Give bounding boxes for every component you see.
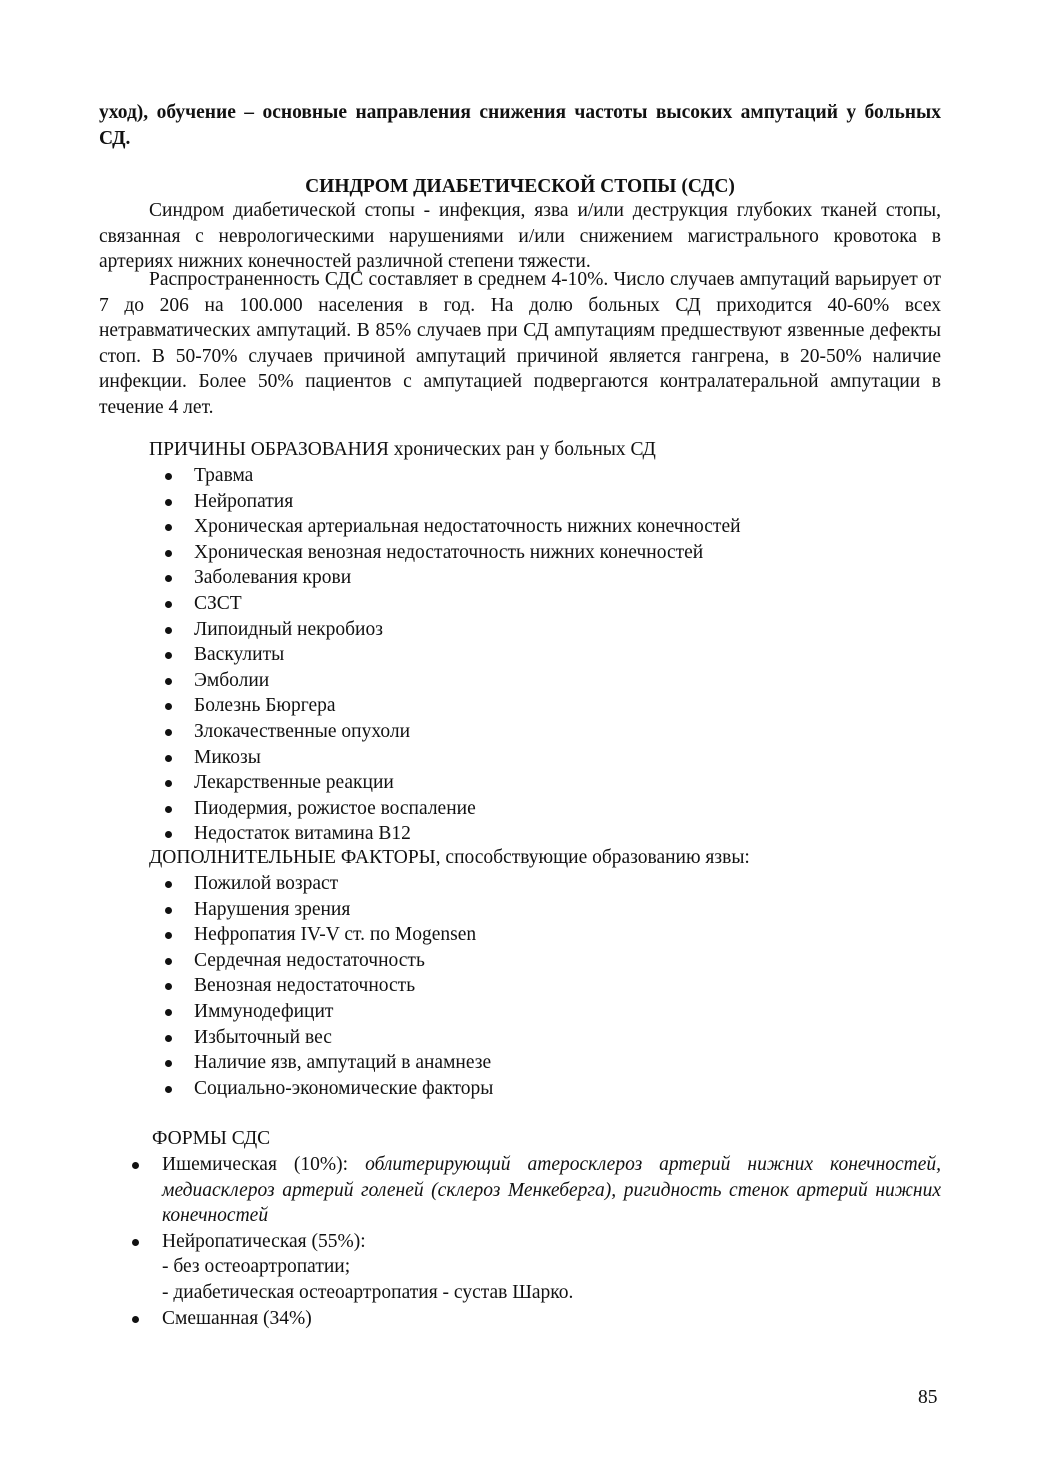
list-item: Болезнь Бюргера xyxy=(163,693,923,719)
list-item: Злокачественные опухоли xyxy=(163,719,923,745)
list-item: Сердечная недостаточность xyxy=(163,948,923,974)
form-ischemic-label: Ишемическая (10%): xyxy=(162,1154,349,1175)
causes-list xyxy=(163,463,923,847)
form-ischemic-description: облитерирующий атеросклероз артерий нижних конечностей, медиасклероз артерий голеней (склероз Менкеберга), ригидность стенок артерий нижних конечностей xyxy=(162,1154,942,1227)
list-item: Пожилой возраст xyxy=(163,871,923,897)
lead-text: уход), обучение – основные направления снижения частоты высоких ампутаций у больных СД. xyxy=(99,102,941,149)
list-item: Микозы xyxy=(163,745,923,771)
list-item: Избыточный вес xyxy=(163,1025,923,1051)
form-neuropathic-sub-item: - диабетическая остеоартропатия - сустав Шарко. xyxy=(162,1281,574,1303)
list-item: Нарушения зрения xyxy=(163,897,923,923)
list-item: Травма xyxy=(163,463,923,489)
form-neuropathic-sub-item: - без остеоартропатии; xyxy=(162,1256,351,1278)
list-item: Нефропатия IV-V ст. по Mogensen xyxy=(163,922,923,948)
list-item: Хроническая венозная недостаточность нижних конечностей xyxy=(163,540,923,566)
form-neuropathic xyxy=(128,1229,941,1306)
form-ischemic xyxy=(128,1152,941,1229)
list-item: Наличие язв, ампутаций в анамнезе xyxy=(163,1050,923,1076)
list-item: Заболевания крови xyxy=(163,565,923,591)
list-item: Липоидный некробиоз xyxy=(163,617,923,643)
list-item: Хроническая артериальная недостаточность нижних конечностей xyxy=(163,514,923,540)
form-ischemic-text xyxy=(162,1152,941,1229)
list-item: Лекарственные реакции xyxy=(163,770,923,796)
factors-list xyxy=(163,871,923,1101)
form-mixed-label: Смешанная (34%) xyxy=(162,1307,312,1329)
definition-paragraph: Синдром диабетической стопы - инфекция, язва и/или деструкция глубоких тканей стопы, связанная с неврологическими нарушениями и/или снижением магистрального кровотока в артериях нижних конечностей различной степени тяжести. xyxy=(99,200,941,273)
list-item: Венозная недостаточность xyxy=(163,973,923,999)
list-item: Пиодермия, рожистое воспаление xyxy=(163,796,923,822)
list-item: Васкулиты xyxy=(163,642,923,668)
forms-list xyxy=(128,1152,941,1331)
section-title: СИНДРОМ ДИАБЕТИЧЕСКОЙ СТОПЫ (СДС) xyxy=(305,176,735,197)
factors-heading: ДОПОЛНИТЕЛЬНЫЕ ФАКТОРЫ, способствующие образованию язвы: xyxy=(149,847,750,868)
list-item: Недостаток витамина В12 xyxy=(163,821,923,847)
page-number: 85 xyxy=(918,1387,938,1408)
list-item: Иммунодефицит xyxy=(163,999,923,1025)
causes-heading: ПРИЧИНЫ ОБРАЗОВАНИЯ хронических ран у больных СД xyxy=(149,439,656,460)
form-mixed xyxy=(128,1306,941,1332)
form-neuropathic-label: Нейропатическая (55%): xyxy=(162,1230,366,1252)
list-item: СЗСТ xyxy=(163,591,923,617)
list-item: Эмболии xyxy=(163,668,923,694)
list-item: Социально-экономические факторы xyxy=(163,1076,923,1102)
forms-heading: ФОРМЫ СДС xyxy=(152,1128,271,1149)
list-item: Нейропатия xyxy=(163,489,923,515)
prevalence-paragraph: Распространенность СДС составляет в среднем 4-10%. Число случаев ампутаций варьирует от 7 до 206 на 100.000 населения в год. На долю больных СД приходится 40-60% всех нетравматических ампутаций. В 85% случаев при СД ампутациям предшествуют язвенные дефекты стоп. В 50-70% случаев причиной ампутаций причиной является гангрена, в 20-50% наличие инфекции. Более 50% пациентов с ампутацией подвергаются контралатеральной ампутации в течение 4 лет. xyxy=(99,269,941,418)
